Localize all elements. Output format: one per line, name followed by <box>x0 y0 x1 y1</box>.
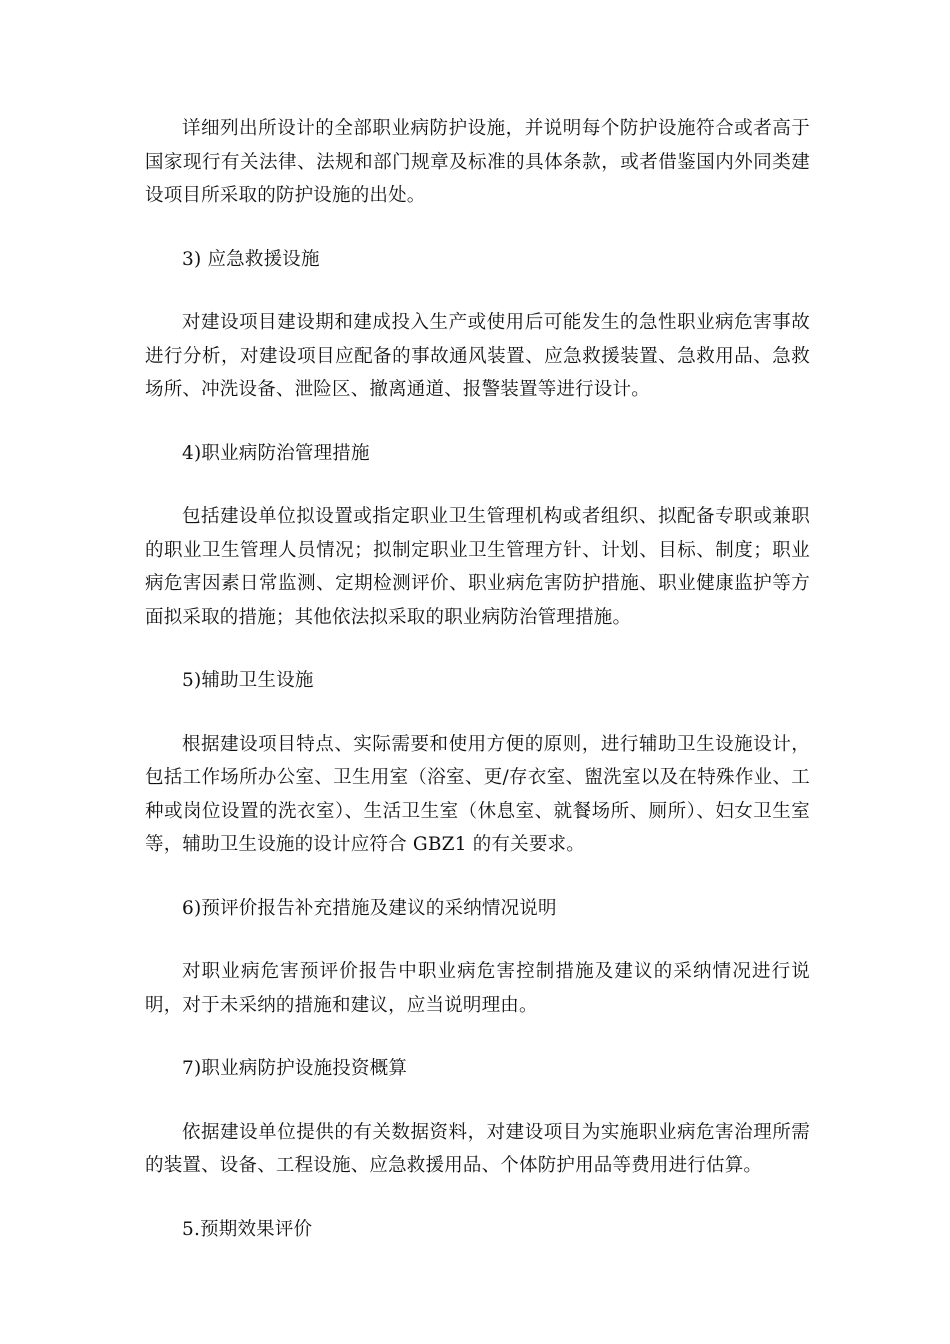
paragraph-auxiliary-sanitation: 根据建设项目特点、实际需要和使用方便的原则，进行辅助卫生设施设计，包括工作场所办公室、卫生用室（浴室、更/存衣室、盥洗室以及在特殊作业、工种或岗位设置的洗衣室）、生活卫生室（休息室、就餐场所、厕所）、妇女卫生室等，辅助卫生设施的设计应符合 GBZ1 的有关要求。 <box>145 733 810 855</box>
heading-management-measures: 4)职业病防治管理措施 <box>182 442 370 464</box>
paragraph-emergency-rescue: 对建设项目建设期和建成投入生产或使用后可能发生的急性职业病危害事故进行分析，对建设项目应配备的事故通风装置、应急救援装置、急救用品、急救场所、冲洗设备、泄险区、撤离通道、报警装置等进行设计。 <box>145 312 810 400</box>
heading-investment-estimate: 7)职业病防护设施投资概算 <box>182 1058 408 1079</box>
heading-auxiliary-sanitation: 5)辅助卫生设施 <box>182 670 314 691</box>
paragraph-protective-facilities: 详细列出所设计的全部职业病防护设施，并说明每个防护设施符合或者高于国家现行有关法律、法规和部门规章及标准的具体条款，或者借鉴国内外同类建设项目所采取的防护设施的出处。 <box>145 118 810 206</box>
paragraph-pre-evaluation-adoption: 对职业病危害预评价报告中职业病危害控制措施及建议的采纳情况进行说明，对于未采纳的措施和建议，应当说明理由。 <box>145 961 810 1016</box>
heading-expected-effect-evaluation: 5.预期效果评价 <box>182 1218 313 1240</box>
heading-pre-evaluation-adoption: 6)预评价报告补充措施及建议的采纳情况说明 <box>182 897 557 919</box>
paragraph-investment-estimate: 依据建设单位提供的有关数据资料，对建设项目为实施职业病危害治理所需的装置、设备、工程设施、应急救援用品、个体防护用品等费用进行估算。 <box>145 1121 810 1176</box>
paragraph-management-measures: 包括建设单位拟设置或指定职业卫生管理机构或者组织、拟配备专职或兼职的职业卫生管理人员情况；拟制定职业卫生管理方针、计划、目标、制度；职业病危害因素日常监测、定期检测评价、职业病危害防护措施、职业健康监护等方面拟采取的措施；其他依法拟采取的职业病防治管理措施。 <box>145 506 810 628</box>
document-body <box>145 112 810 1276</box>
heading-emergency-rescue: 3) 应急救援设施 <box>182 248 320 270</box>
